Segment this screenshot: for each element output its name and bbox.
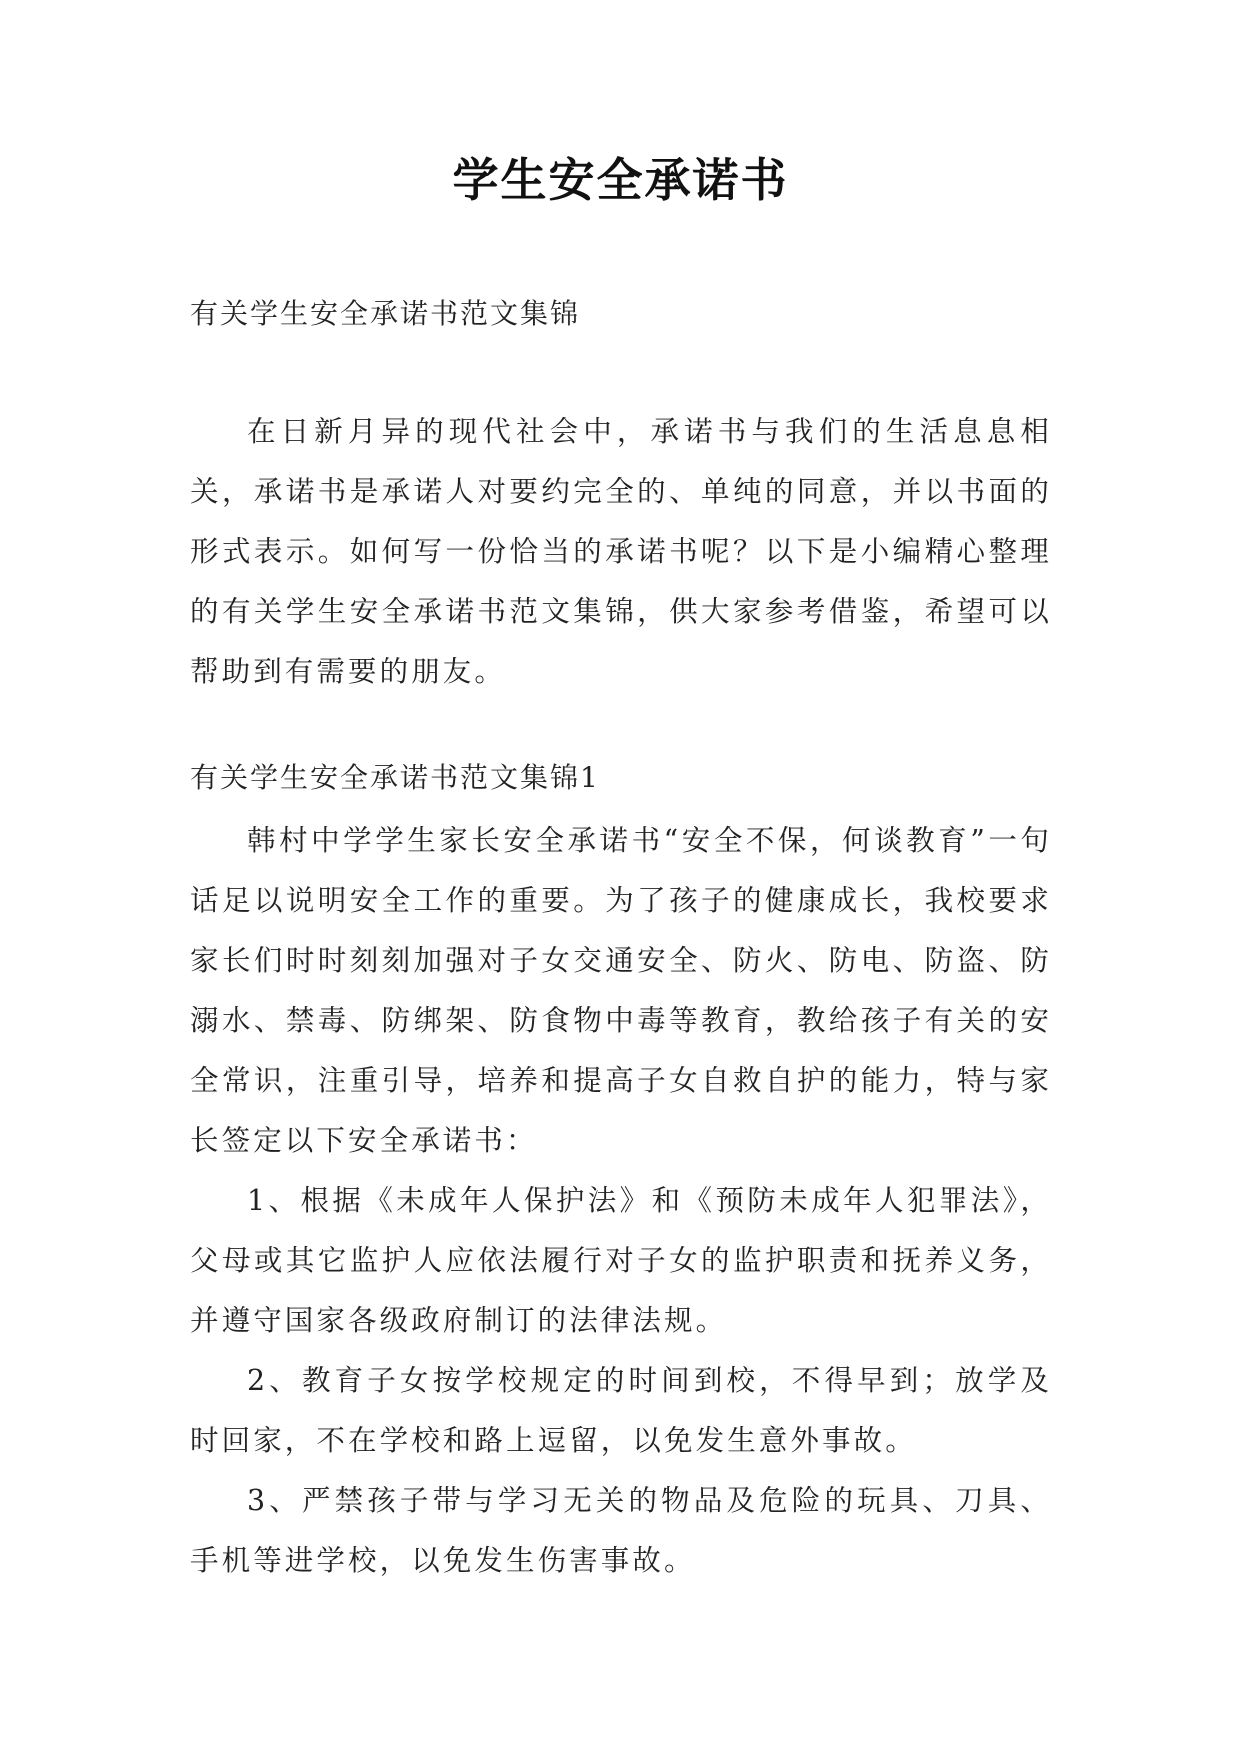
section-paragraph-3: 2、教育子女按学校规定的时间到校，不得早到；放学及时回家，不在学校和路上逗留，以免发生意外事故。	[190, 1364, 1052, 1457]
section-heading: 有关学生安全承诺书范文集锦1	[190, 761, 600, 794]
section-paragraph-4: 3、严禁孩子带与学习无关的物品及危险的玩具、刀具、手机等进学校，以免发生伤害事故。	[190, 1484, 1052, 1577]
section-body	[190, 811, 1052, 1591]
intro-paragraph: 在日新月异的现代社会中，承诺书与我们的生活息息相关，承诺书是承诺人对要约完全的、单纯的同意，并以书面的形式表示。如何写一份恰当的承诺书呢？以下是小编精心整理的有关学生安全承诺书范文集锦，供大家参考借鉴，希望可以帮助到有需要的朋友。	[190, 415, 1052, 688]
document-subtitle: 有关学生安全承诺书范文集锦	[190, 297, 581, 330]
section-paragraph-1: 韩村中学学生家长安全承诺书“安全不保，何谈教育”一句话足以说明安全工作的重要。为了孩子的健康成长，我校要求家长们时时刻刻加强对子女交通安全、防火、防电、防盗、防溺水、禁毒、防绑架、防食物中毒等教育，教给孩子有关的安全常识，注重引导，培养和提高子女自救自护的能力，特与家长签定以下安全承诺书：	[190, 824, 1052, 1157]
section-paragraph-2: 1、根据《未成年人保护法》和《预防未成年人犯罪法》，父母或其它监护人应依法履行对子女的监护职责和抚养义务，并遵守国家各级政府制订的法律法规。	[190, 1184, 1052, 1337]
document-title: 学生安全承诺书	[452, 153, 789, 207]
intro-section	[190, 402, 1052, 702]
